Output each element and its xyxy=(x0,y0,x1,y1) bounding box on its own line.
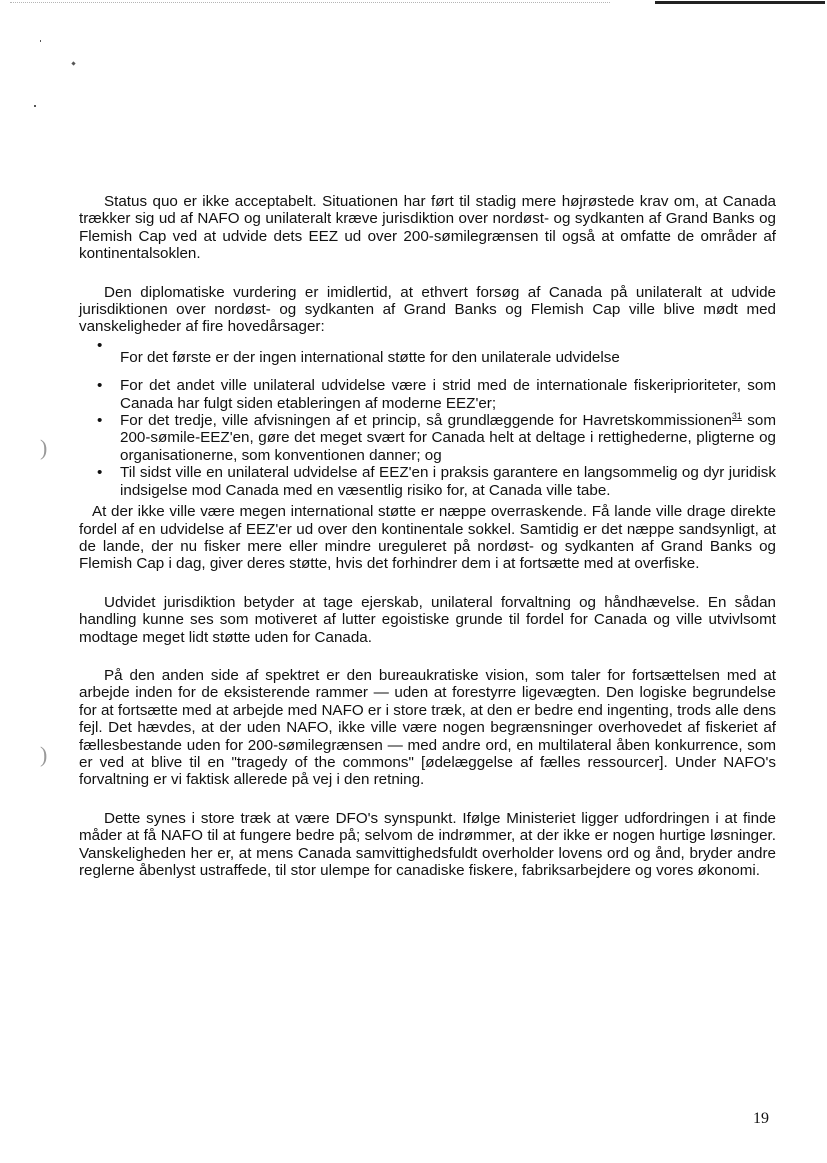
list-item: • Til sidst ville en unilateral udvidelse af EEZ'en i praksis garantere en langsommelig og dyr juridisk indsigelse mod Canada med en væsentlig risiko for, at Canada ville tabe. xyxy=(79,464,776,499)
list-item: • For det andet ville unilateral udvidelse være i strid med de internationale fiskeriprioriteter, som Canada har fulgt siden etableringen af moderne EEZ'er; xyxy=(79,377,776,412)
scan-speck xyxy=(40,40,41,42)
scan-top-dots xyxy=(10,2,610,3)
paragraph: At der ikke ville være megen international støtte er næppe overraskende. Få lande ville drage direkte fordel af en udvidelse af EEZ'er ud over den kontinentale sokkel. Samtidig er det næppe sandsynligt, at de lande, der nu fisker mere eller mindre ureguleret på nordøst- og sydkanten af Grand Banks og Flemish Cap i dag, giver deres støtte, hvis det forhindrer dem i at fortsætte med at overfiske. xyxy=(79,503,776,573)
list-item xyxy=(79,412,776,464)
page-number: 19 xyxy=(753,1110,769,1127)
scan-margin-mark: ) xyxy=(40,435,48,460)
paragraph: Status quo er ikke acceptabelt. Situationen har ført til stadig mere højrøstede krav om, at Canada trækker sig ud af NAFO og unilateralt kræve jurisdiktion over nordøst- og sydkanten af Grand Banks og Flemish Cap ved at udvide dets EEZ ud over 200-sømilegrænsen til også at omfatte de områder af kontinentalsoklen. xyxy=(79,193,776,263)
list-item-text: For det tredje, ville afvisningen af et princip, så grundlæggende for Havretskommissionen xyxy=(120,412,732,430)
document-body xyxy=(79,193,776,900)
reasons-list xyxy=(79,345,776,499)
scan-speck xyxy=(34,105,36,107)
paragraph: Udvidet jurisdiktion betyder at tage ejerskab, unilateral forvaltning og håndhævelse. En sådan handling kunne ses som motiveret af lutter egoistiske grunde til fordel for Canada og ville utvivlsomt modtage meget lidt støtte uden for Canada. xyxy=(79,593,776,646)
scan-speck xyxy=(71,61,75,65)
scan-top-rule xyxy=(655,1,825,4)
footnote-reference: 31 xyxy=(731,411,742,421)
scan-margin-mark: ) xyxy=(40,742,48,767)
paragraph: På den anden side af spektret er den bureaukratiske vision, som taler for fortsættelsen med at arbejde inden for de eksisterende rammer — uden at forestyrre ligevægten. Den logiske begrundelse for at fortsætte med at arbejde med NAFO er i store træk, at den er bedre end ingenting, trods alle dens fejl. Det hævdes, at der uden NAFO, ikke ville være nogen begrænsninger overhovedet af fiskeriet af fællesbestande uden for 200-sømilegrænsen — med andre ord, en multilateral åben konkurrence, som er ved at blive til en "tragedy of the commons" [ødelæggelse af fælles ressourcer]. Under NAFO's forvaltning er vi faktisk allerede på vej i den retning. xyxy=(79,666,776,789)
list-item: • For det første er der ingen international støtte for den unilaterale udvidelse xyxy=(79,345,776,366)
paragraph: Den diplomatiske vurdering er imidlertid, at ethvert forsøg af Canada på unilateralt at udvide jurisdiktionen over nordøst- og sydkanten af Grand Banks og Flemish Cap ville blive mødt med vanskeligheder af fire hovedårsager: xyxy=(79,283,776,336)
paragraph: Dette synes i store træk at være DFO's synspunkt. Ifølge Ministeriet ligger udfordringen i at finde måder at få NAFO til at fungere bedre på; selvom de indrømmer, at der ikke er nogen hurtige løsninger. Vanskeligheden her er, at mens Canada samvittighedsfuldt overholder lovens ord og ånd, bryder andre reglerne åbenlyst ustraffede, til stor ulempe for canadiske fiskere, fabriksarbejdere og vores økonomi. xyxy=(79,809,776,879)
list-item-text: som 200-sømile-EEZ'en, gøre det meget svært for Canada helt at deltage i rettighederne, pligterne og organisationerne, som konventionen danner; og xyxy=(120,412,776,464)
